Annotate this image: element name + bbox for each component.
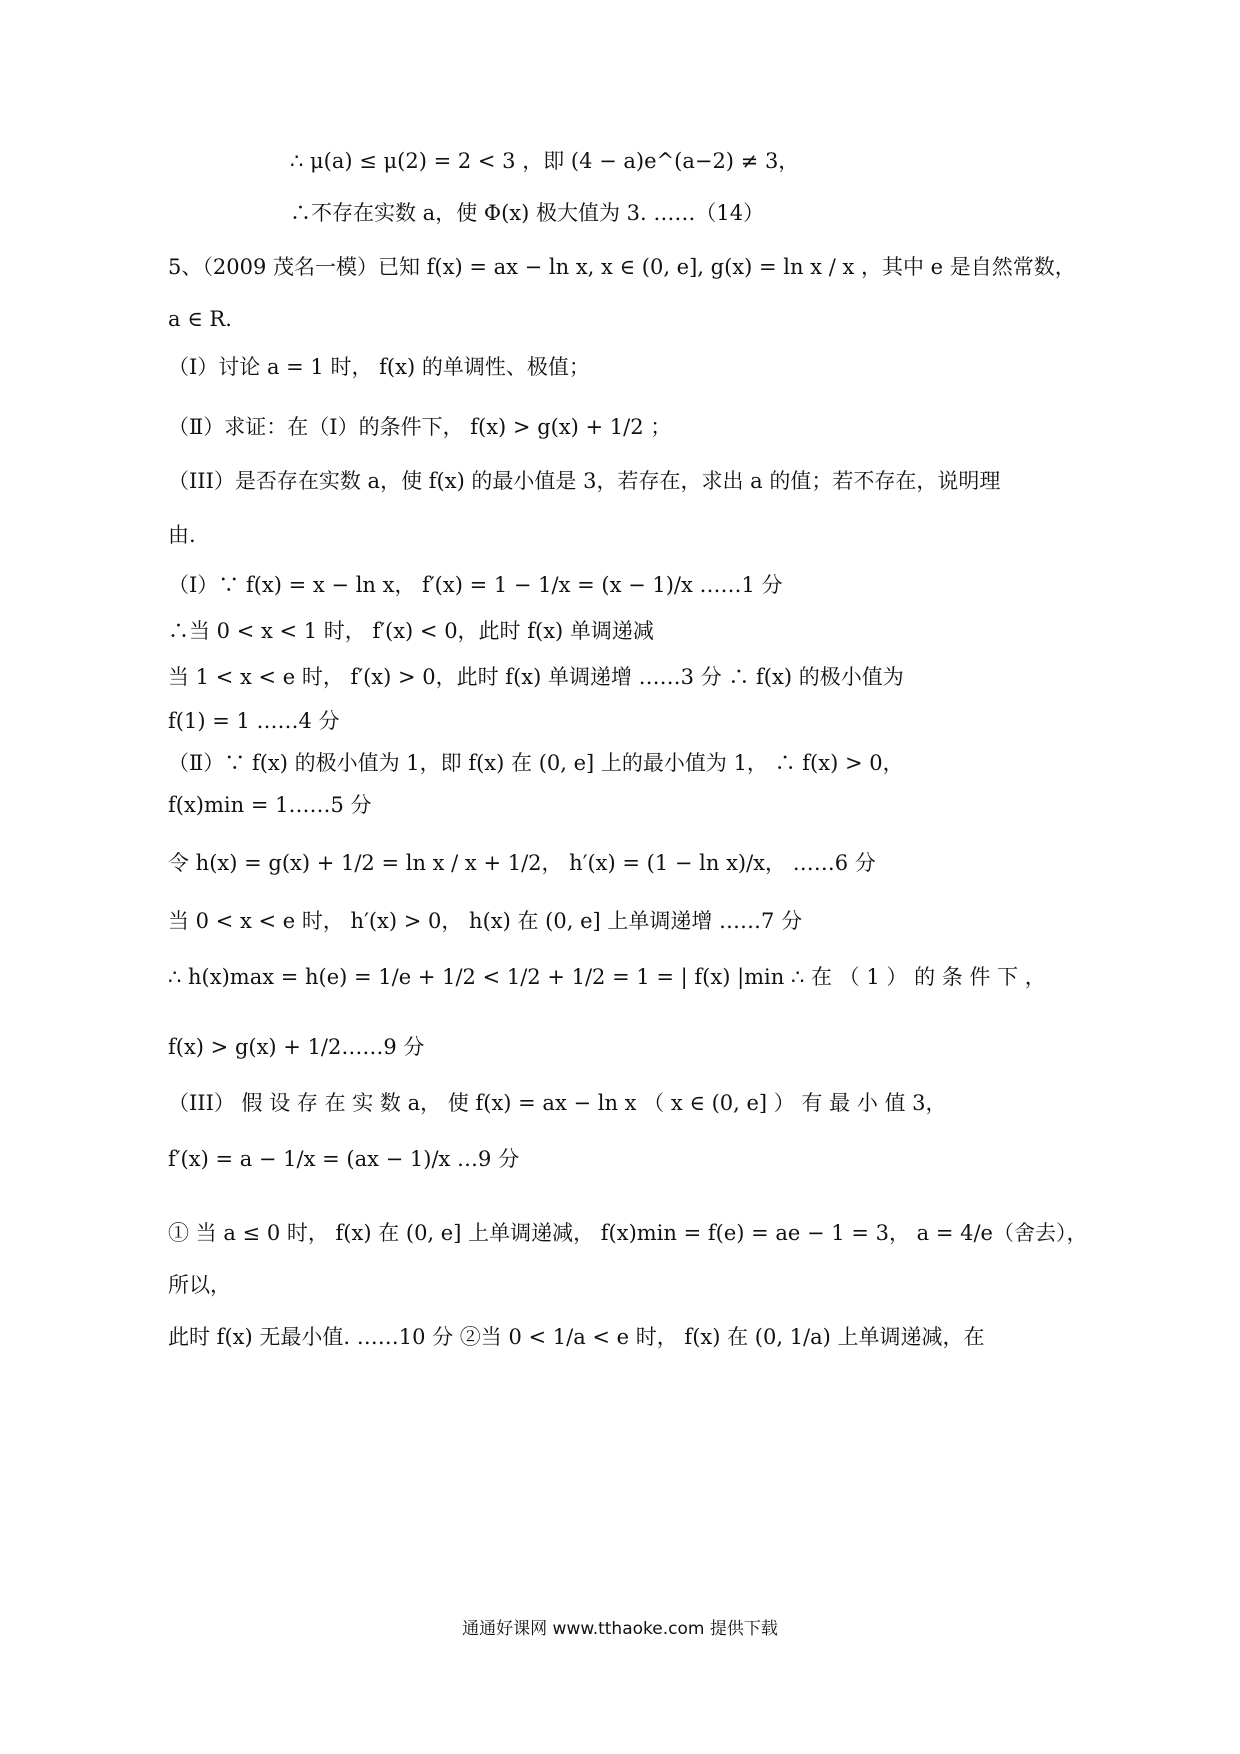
solution-line-12: f(1) = 1 ……4 分	[168, 709, 340, 733]
text-line-2: ∴不存在实数 a，使 Φ(x) 极大值为 3. ……（14）	[290, 201, 765, 225]
solution-line-15: 令 h(x) = g(x) + 1/2 = ln x / x + 1/2， h′(x) = (1 − ln x)/x， ……6 分	[168, 851, 876, 875]
solution-line-11: 当 1 < x < e 时， f′(x) > 0，此时 f(x) 单调递增 ……3 分 ∴ f(x) 的极小值为	[168, 665, 904, 689]
solution-line-23: 此时 f(x) 无最小值. ……10 分 ②当 0 < 1/a < e 时， f(x) 在 (0, 1/a) 上单调递减，在	[168, 1325, 985, 1349]
text-line-4: a ∈ R.	[168, 307, 232, 331]
solution-line-20: f′(x) = a − 1/x = (ax − 1)/x …9 分	[168, 1147, 520, 1171]
solution-1: （Ⅰ）∵ f(x) = x − ln x， f′(x) = 1 − 1/x = (x − 1)/x ……1 分	[168, 573, 783, 597]
solution-line-10: ∴当 0 < x < 1 时， f′(x) < 0，此时 f(x) 单调递减	[168, 619, 654, 643]
solution-line-14: f(x)min = 1……5 分	[168, 793, 372, 817]
solution-line-22: 所以，	[168, 1273, 231, 1297]
page-footer: 通通好课网 www.tthaoke.com 提供下载	[462, 1619, 778, 1639]
question-3-cont: 由.	[168, 523, 196, 547]
text-line-1: ∴ μ(a) ≤ μ(2) = 2 < 3 ，即 (4 − a)e^(a−2) ≠ 3，	[290, 149, 800, 173]
problem-title-line: 5、（2009 茂名一模）已知 f(x) = ax − ln x, x ∈ (0, e], g(x) = ln x / x ，其中 e 是自然常数，	[168, 255, 1076, 279]
solution-line-16: 当 0 < x < e 时， h′(x) > 0， h(x) 在 (0, e] 上单调递增 ……7 分	[168, 909, 803, 933]
solution-3: （III） 假 设 存 在 实 数 a， 使 f(x) = ax − ln x （ x ∈ (0, e] ） 有 最 小 值 3，	[168, 1091, 947, 1115]
question-1: （Ⅰ）讨论 a = 1 时， f(x) 的单调性、极值；	[168, 355, 590, 379]
question-3: （III）是否存在实数 a，使 f(x) 的最小值是 3，若存在，求出 a 的值；若不存在，说明理	[168, 469, 1001, 493]
solution-line-18: f(x) > g(x) + 1/2……9 分	[168, 1035, 425, 1059]
question-2: （Ⅱ）求证：在（Ⅰ）的条件下， f(x) > g(x) + 1/2 ；	[168, 415, 672, 439]
solution-2: （Ⅱ）∵ f(x) 的极小值为 1，即 f(x) 在 (0, e] 上的最小值为 1， ∴ f(x) > 0，	[168, 751, 904, 775]
solution-line-21: ① 当 a ≤ 0 时， f(x) 在 (0, e] 上单调递减， f(x)min = f(e) = ae − 1 = 3， a = 4/e（舍去），	[168, 1221, 1088, 1245]
solution-line-17: ∴ h(x)max = h(e) = 1/e + 1/2 < 1/2 + 1/2 = 1 = | f(x) |min ∴ 在 （ 1 ） 的 条 件 下 ，	[168, 965, 1046, 989]
